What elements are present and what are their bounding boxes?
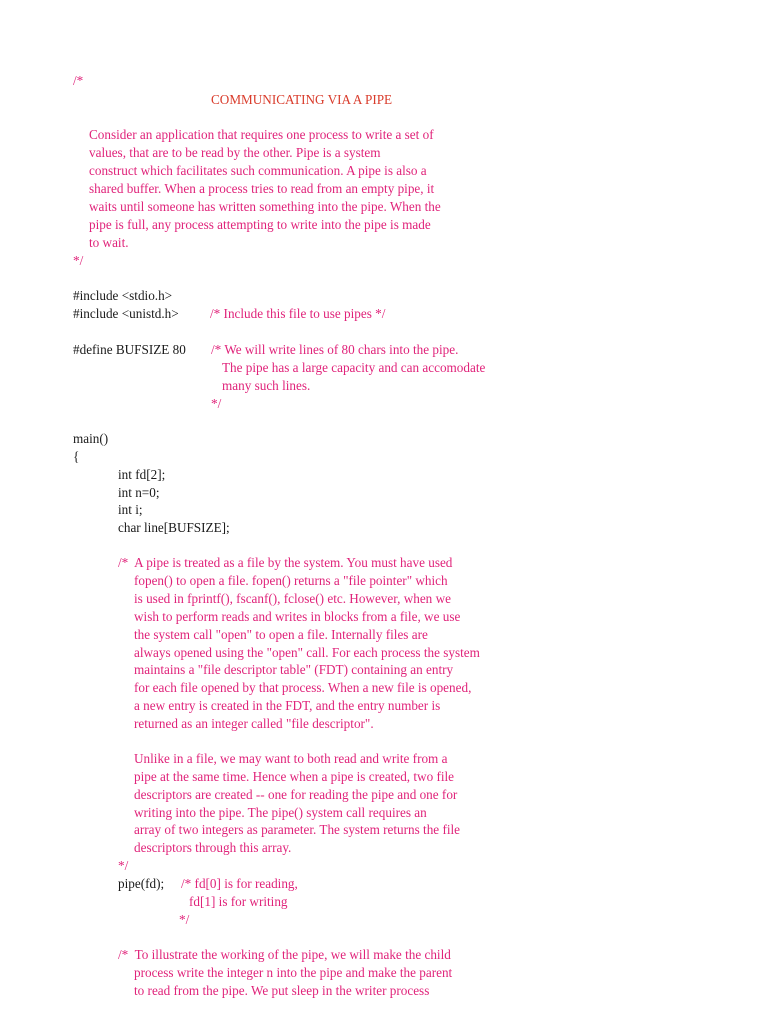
pipe-comment-line: fd[1] is for writing (189, 894, 288, 909)
fd-comment-line: /* A pipe is treated as a file by the system. You must have used (118, 555, 453, 570)
fd-comment-line: descriptors through this array. (134, 840, 292, 855)
declaration: int i; (118, 502, 143, 517)
fd-comment-line: the system call "open" to open a file. Internally files are (134, 627, 428, 642)
intro-line: to wait. (89, 235, 129, 250)
fd-comment-line: for each file opened by that process. When a new file is opened, (134, 680, 472, 695)
illustrate-comment-line: to read from the pipe. We put sleep in the writer process (134, 983, 430, 998)
main-signature: main() (73, 431, 109, 446)
intro-line: construct which facilitates such communication. A pipe is also a (89, 163, 427, 178)
fd-comment-line: array of two integers as parameter. The system returns the file (134, 822, 461, 837)
intro-line: waits until someone has written something into the pipe. When the (89, 199, 441, 214)
fd-comment-line: Unlike in a file, we may want to both read and write from a (134, 751, 448, 766)
intro-line: Consider an application that requires one process to write a set of (89, 127, 434, 142)
pipe-call: pipe(fd); (118, 876, 165, 891)
declaration: int n=0; (118, 485, 160, 500)
define-comment-close: */ (211, 396, 222, 411)
include-unistd: #include <unistd.h> (73, 306, 179, 321)
document-title: COMMUNICATING VIA A PIPE (211, 92, 393, 107)
fd-comment-line: wish to perform reads and writes in blocks from a file, we use (134, 609, 461, 624)
illustrate-comment-line: process write the integer n into the pipe and make the parent (134, 965, 453, 980)
pipe-comment-close: */ (179, 912, 190, 927)
declaration: int fd[2]; (118, 467, 166, 482)
fd-comment-line: returned as an integer called "file descriptor". (134, 716, 374, 731)
fd-comment-line: maintains a "file descriptor table" (FDT) containing an entry (134, 662, 454, 677)
fd-comment-line: is used in fprintf(), fscanf(), fclose() etc. However, when we (134, 591, 451, 606)
pipe-comment-line: /* fd[0] is for reading, (181, 876, 298, 891)
define-comment-line: /* We will write lines of 80 chars into the pipe. (211, 342, 459, 357)
define-comment-line: many such lines. (222, 378, 311, 393)
fd-comment-line: pipe at the same time. Hence when a pipe is created, two file (134, 769, 455, 784)
open-brace: { (73, 449, 80, 464)
comment-open: /* (73, 73, 84, 88)
include-stdio: #include <stdio.h> (73, 288, 173, 303)
include-unistd-comment: /* Include this file to use pipes */ (210, 306, 386, 321)
define-comment-line: The pipe has a large capacity and can accomodate (222, 360, 486, 375)
declaration: char line[BUFSIZE]; (118, 520, 230, 535)
fd-comment-close: */ (118, 858, 129, 873)
define-bufsize: #define BUFSIZE 80 (73, 342, 186, 357)
fd-comment-line: writing into the pipe. The pipe() system call requires an (134, 805, 427, 820)
fd-comment-line: fopen() to open a file. fopen() returns a "file pointer" which (134, 573, 448, 588)
intro-line: shared buffer. When a process tries to read from an empty pipe, it (89, 181, 435, 196)
fd-comment-line: descriptors are created -- one for reading the pipe and one for (134, 787, 458, 802)
illustrate-comment-line: /* To illustrate the working of the pipe, we will make the child (118, 947, 451, 962)
intro-line: pipe is full, any process attempting to write into the pipe is made (89, 217, 431, 232)
fd-comment-line: a new entry is created in the FDT, and the entry number is (134, 698, 441, 713)
intro-line: values, that are to be read by the other. Pipe is a system (89, 145, 381, 160)
fd-comment-line: always opened using the "open" call. For each process the system (134, 645, 480, 660)
comment-close: */ (73, 253, 84, 268)
